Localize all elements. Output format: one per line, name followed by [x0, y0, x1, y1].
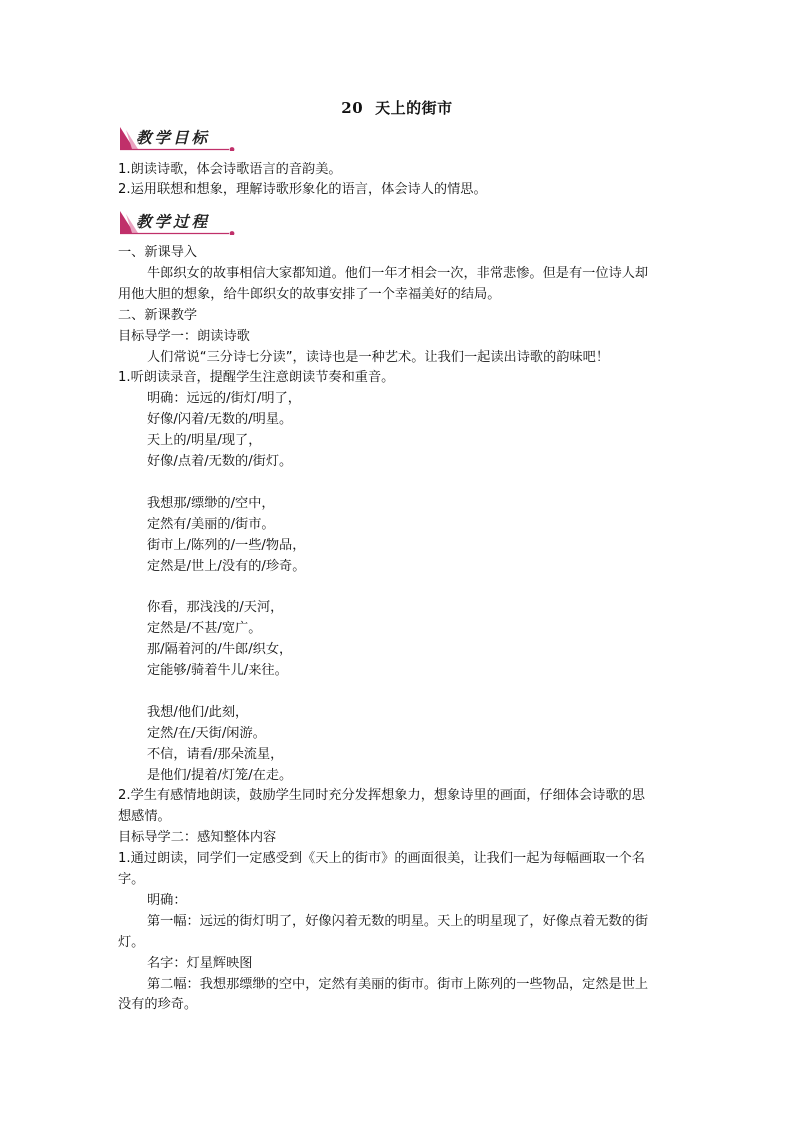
- body-line: 牛郎织女的故事相信大家都知道。他们一年才相会一次，非常悲惨。但是有一位诗人却: [147, 265, 649, 281]
- page-title: [0, 97, 794, 118]
- body-line: 我想那/缥缈的/空中，: [147, 495, 275, 511]
- body-line: 街市上/陈列的/一些/物品，: [147, 537, 306, 553]
- section-heading-goals: 教学目标: [136, 128, 211, 147]
- body-line: 没有的珍奇。: [118, 997, 198, 1013]
- lesson-title: 天上的街市: [375, 99, 453, 117]
- body-line: 第一幅：远远的街灯明了，好像闪着无数的明星。天上的明星现了，好像点着无数的街: [147, 913, 649, 929]
- section-banner-goals: [118, 125, 238, 151]
- body-line: 明确：: [147, 892, 187, 908]
- body-line: 名字：灯星辉映图: [147, 955, 253, 971]
- body-line: 定然/在/天街/闲游。: [147, 725, 266, 741]
- body-line: 用他大胆的想象，给牛郎织女的故事安排了一个幸福美好的结局。: [118, 286, 501, 302]
- body-line: 那/隔着河的/牛郎/织女，: [147, 642, 293, 658]
- body-line: 一、新课导入: [118, 245, 198, 260]
- goal-item: 2.运用联想和想象，理解诗歌形象化的语言，体会诗人的情思。: [118, 182, 487, 197]
- body-line: 定然是/不甚/宽广。: [147, 621, 262, 637]
- body-line: 定然是/世上/没有的/珍奇。: [147, 558, 306, 574]
- body-line: 好像/点着/无数的/街灯。: [147, 454, 293, 469]
- body-line: 1.通过朗读，同学们一定感受到《天上的街市》的画面很美，让我们一起为每幅画取一个名: [118, 851, 645, 867]
- body-line: 定然有/美丽的/街市。: [147, 516, 275, 532]
- body-line: 目标导学一：朗读诗歌: [118, 328, 250, 344]
- body-line: 第二幅：我想那缥缈的空中，定然有美丽的街市。街市上陈列的一些物品，定然是世上: [147, 976, 649, 992]
- body-line: 天上的/明星/现了，: [147, 433, 262, 449]
- body-line: 人们常说“三分诗七分读”，读诗也是一种艺术。让我们一起读出诗歌的韵味吧！: [147, 349, 610, 365]
- body-line: 不信，请看/那朵流星，: [147, 746, 284, 762]
- body-line: 目标导学二：感知整体内容: [118, 830, 277, 846]
- body-line: 字。: [118, 872, 145, 887]
- lesson-number: 20: [341, 99, 364, 117]
- goal-item: 1.朗读诗歌，体会诗歌语言的音韵美。: [118, 162, 342, 177]
- body-line: 你看，那浅浅的/天河，: [147, 600, 284, 616]
- body-line: 二、新课教学: [118, 307, 198, 323]
- body-line: 想感情。: [118, 809, 171, 825]
- body-line: 2.学生有感情地朗读，鼓励学生同时充分发挥想象力，想象诗里的画面，仔细体会诗歌的思: [118, 788, 645, 804]
- body-line: 明确：远远的/街灯/明了，: [147, 391, 301, 407]
- body-line: 好像/闪着/无数的/明星。: [147, 412, 293, 428]
- section-banner-process: [118, 209, 238, 235]
- body-line: 定能够/骑着牛儿/来往。: [147, 663, 288, 678]
- body-line: 我想/他们/此刻，: [147, 704, 249, 720]
- body-line: 是他们/提着/灯笼/在走。: [147, 767, 293, 783]
- body-line: 1.听朗读录音，提醒学生注意朗读节奏和重音。: [118, 370, 395, 386]
- section-heading-process: 教学过程: [136, 212, 211, 231]
- body-line: 灯。: [118, 934, 145, 950]
